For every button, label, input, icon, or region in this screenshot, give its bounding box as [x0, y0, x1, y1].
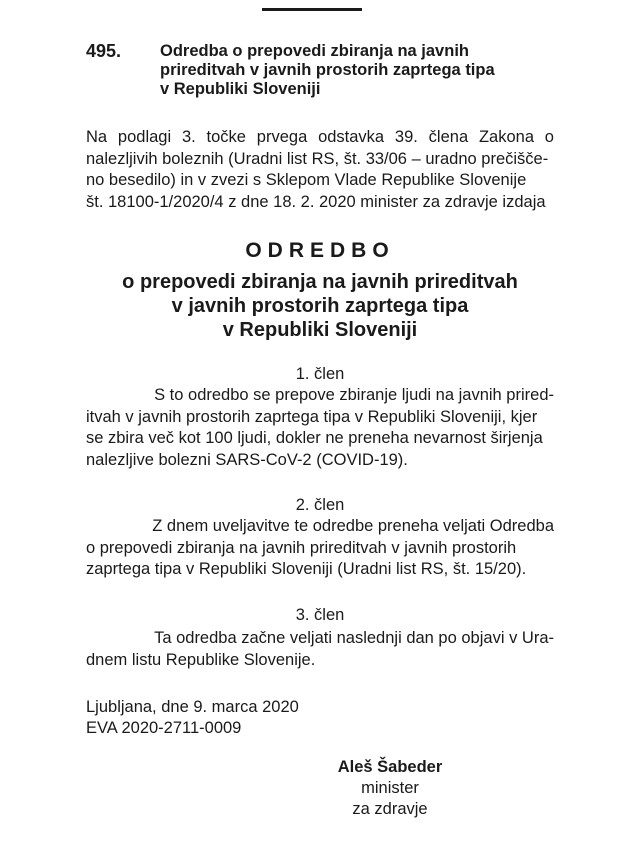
signatory-name: Aleš Šabeder: [337, 758, 443, 776]
preamble-line: nalezljivih boleznih (Uradni list RS, št. 33/06 – uradno prečišče-: [86, 149, 549, 168]
preamble-paragraph: [86, 127, 554, 213]
preamble-line: no besedilo) in v zvezi s Sklepom Vlade Republike Slovenije: [86, 171, 527, 189]
place-and-date: [86, 697, 299, 739]
document-title: ODREDBO: [245, 239, 395, 262]
document-header: [86, 40, 586, 99]
document-subtitle: [0, 270, 640, 342]
signatory-role: za zdravje: [352, 800, 428, 818]
signature-block: [300, 757, 480, 820]
article-1-heading: 1. člen: [295, 365, 345, 383]
article-line: itvah v javnih prostorih zaprtega tipa v Republiki Sloveniji, kjer: [86, 407, 538, 426]
subtitle-line: o prepovedi zbiranja na javnih prireditvah: [122, 271, 518, 293]
subtitle-line: v Republiki Sloveniji: [222, 319, 418, 341]
header-title-line: v Republiki Sloveniji: [160, 80, 321, 98]
article-line: Ta odredba začne veljati naslednji dan po objavi v Ura-: [154, 629, 554, 647]
article-line: dnem listu Republike Slovenije.: [86, 650, 316, 669]
article-line: o prepovedi zbiranja na javnih prireditvah v javnih prostorih: [86, 538, 517, 557]
article-line: S to odredbo se prepove zbiranje ljudi na javnih prired-: [154, 386, 554, 404]
article-line: zaprtega tipa v Republiki Sloveniji (Uradni list RS, št. 15/20).: [86, 560, 527, 578]
article-3-heading: 3. člen: [295, 606, 345, 624]
top-divider: [262, 8, 362, 11]
subtitle-line: v javnih prostorih zaprtega tipa: [171, 295, 469, 317]
article-1-body: [86, 385, 554, 471]
signatory-role: minister: [361, 779, 419, 797]
article-2-body: [86, 516, 554, 581]
header-title-line: prireditvah v javnih prostorih zaprtega tipa: [160, 61, 495, 79]
article-3-body: [86, 628, 554, 671]
article-line: se zbira več kot 100 ljudi, dokler ne preneha nevarnost širjenja: [86, 429, 543, 447]
preamble-line: št. 18100-1/2020/4 z dne 18. 2. 2020 minister za zdravje izdaja: [86, 192, 546, 211]
header-title-line: Odredba o prepovedi zbiranja na javnih: [160, 42, 469, 60]
eva-code: EVA 2020-2711-0009: [86, 719, 242, 737]
document-number: 495.: [86, 41, 122, 61]
document-header-title: [160, 42, 495, 99]
preamble-line: Na podlagi 3. točke prvega odstavka 39. člena Zakona o: [86, 128, 554, 146]
place-date-line: Ljubljana, dne 9. marca 2020: [86, 698, 299, 716]
article-2-heading: 2. člen: [295, 496, 345, 514]
article-line: Z dnem uveljavitve te odredbe preneha veljati Odredba: [152, 517, 554, 535]
article-line: nalezljive bolezni SARS-CoV-2 (COVID-19).: [86, 450, 408, 469]
